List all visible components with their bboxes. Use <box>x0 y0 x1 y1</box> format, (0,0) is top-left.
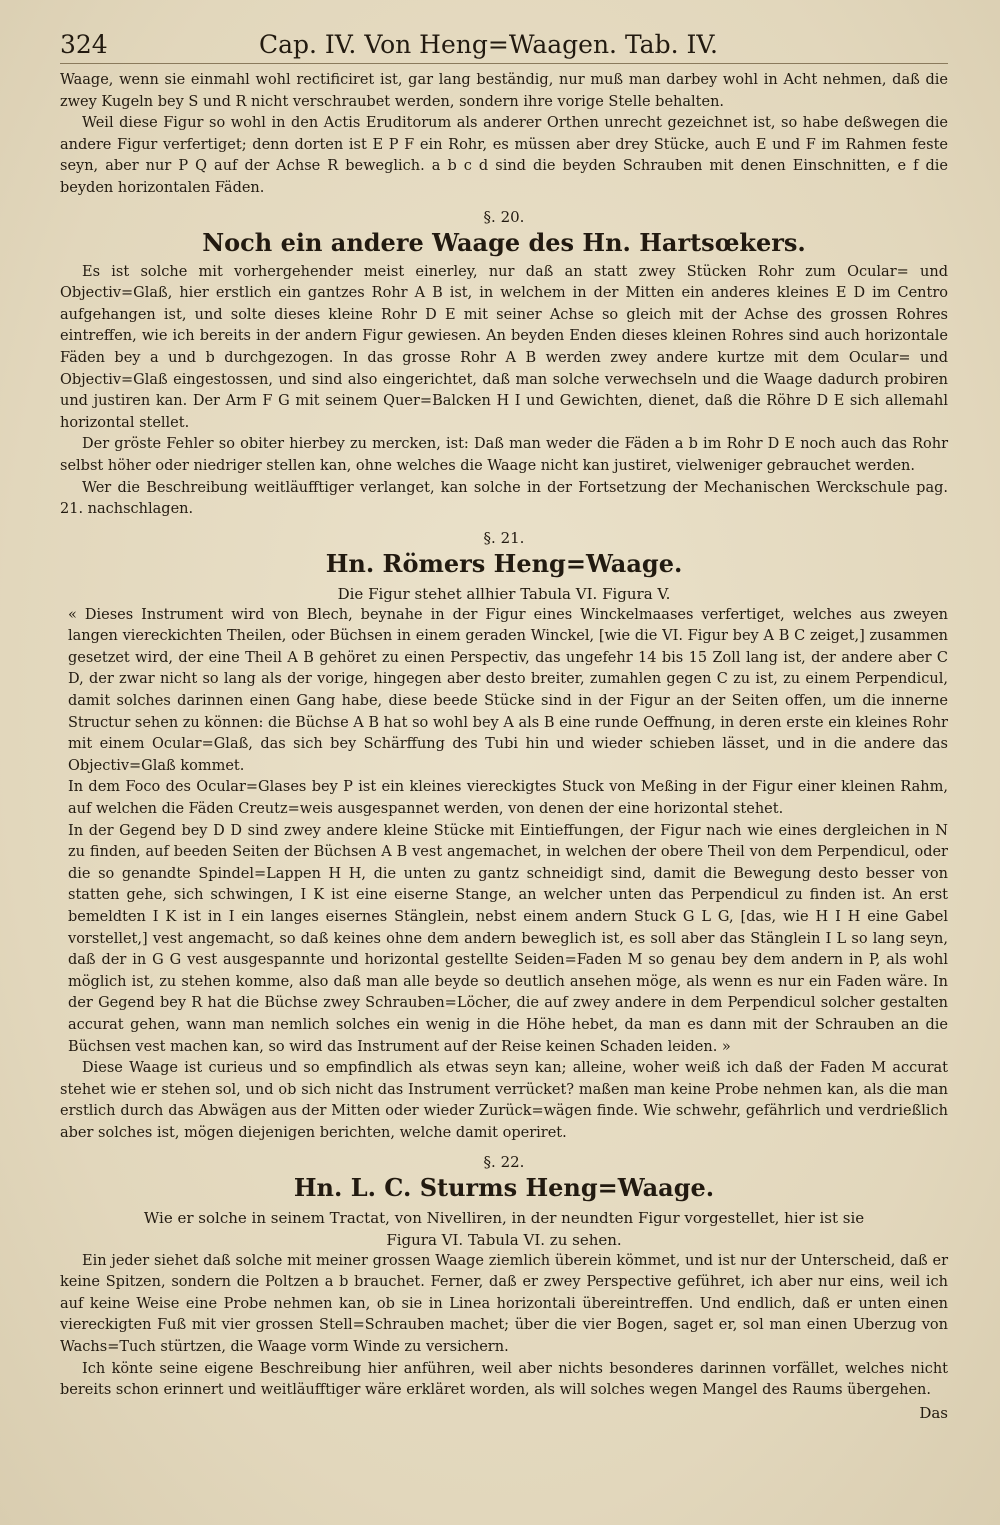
section-22-subtitle-line-2: Figura VI. Tabula VI. zu sehen. <box>386 1230 622 1249</box>
section-22-subtitle-line-1: Wie er solche in seinem Tractat, von Nivelliren, in der neundten Figur vorgestellet, hier ist sie <box>143 1208 865 1227</box>
section-20-paragraph-3: Wer die Beschreibung weitläufftiger verlanget, kan solche in der Fortsetzung der Mechanischen Werckschule pag. 21. nachschlagen. <box>60 479 948 518</box>
section-21-number: §. 21. <box>483 528 525 547</box>
section-20-paragraph-1: Es ist solche mit vorhergehender meist einerley, nur daß an statt zwey Stücken Rohr zum Ocular= und Objectiv=Glaß, hier erstlich ein gantzes Rohr A B ist, in welchem in der Mitten ein anderes kleines E D im Centro aufgehangen ist, und solte dieses kleine Rohr D E mit seiner Achse so gleich mit der Achse des grossen Rohres eintreffen, wie ich bereits in der andern Figur gewiesen. An beyden Enden dieses kleinen Rohres sind auch horizontale Fäden bey a und b durchgezogen. In das grosse Rohr A B werden zwey andere kurtze mit dem Ocular= und Objectiv=Glaß eingestossen, und sind also eingerichtet, daß man solche verwechseln und die Waage dadurch probiren und justiren kan. Der Arm F G mit seinem Quer=Balcken H I und Gewichten, dienet, daß die Röhre D E sich allemahl horizontal stellet. <box>60 263 948 431</box>
section-22-paragraph-1: Ein jeder siehet daß solche mit meiner grossen Waage ziemlich überein kömmet, und ist nur der Unterscheid, daß er keine Spitzen, sondern die Poltzen a b brauchet. Ferner, daß er zwey Perspective geführet, ich aber nur eins, weil ich auf keine Weise eine Probe nehmen kan, ob sie in Linea horizontali übereintreffen. Und endlich, daß er unten einen viereckigten Fuß mit vier grossen Stell=Schrauben machet; über die vier Bogen, saget er, sol man einen Uberzug von Wachs=Tuch stürtzen, die Waage vorm Winde zu versichern. <box>60 1252 948 1355</box>
section-20-number: §. 20. <box>483 207 525 226</box>
section-22-number: §. 22. <box>483 1152 525 1171</box>
section-21-subtitle: Die Figur stehet allhier Tabula VI. Figura V. <box>337 584 671 603</box>
section-22-paragraph-2: Ich könte seine eigene Beschreibung hier anführen, weil aber nichts besonderes darinnen vorfället, welches nicht bereits schon erinnert und weitläufftiger wäre erkläret worden, als will solches wegen Mangel des Raums übergehen. <box>60 1360 948 1399</box>
section-22-title: Hn. L. C. Sturms Heng=Waage. <box>293 1172 715 1202</box>
section-21-quotation <box>60 605 948 1058</box>
section-20-paragraph-2: Der gröste Fehler so obiter hierbey zu mercken, ist: Daß man weder die Fäden a b im Rohr D E noch auch das Rohr selbst höher oder niedriger stellen kan, ohne welches die Waage nicht kan justiret, vielweniger gebrauchet werden. <box>60 436 948 474</box>
page-header <box>60 30 948 64</box>
intro-paragraph-1: Waage, wenn sie einmahl wohl rectificiret ist, gar lang beständig, nur muß man darbey wohl in Acht nehmen, daß die zwey Kugeln bey S und R nicht verschraubet werden, sondern ihre vorige Stelle behalten. <box>60 72 948 110</box>
quotation-paragraph-3: In der Gegend bey D D sind zwey andere kleine Stücke mit Eintieffungen, der Figur nach wie eines dergleichen in N zu finden, auf beeden Seiten der Büchsen A B vest angemachet, in welchen der obere Theil von dem Perpendicul, oder die so genandte Spindel=Lappen H H, die unten zu gantz schneidigt sind, damit die Bewegung desto besser von statten gehe, sich schwingen, I K ist eine eiserne Stange, an welcher unten das Perpendicul zu finden ist. An erst bemeldten I K ist in I ein langes eisernes Stänglein, nebst einem andern Stuck G L G, [das, wie H I H eine Gabel vorstellet,] vest angemacht, so daß keines ohne dem andern beweglich ist, es soll aber das Stänglein I L so lang seyn, daß der in G G vest ausgespannte und horizontal gestellte Seiden=Faden M so genau bey dem andern in P, als wohl möglich ist, zu stehen komme, also daß man alle beyde so deutlich ansehen möge, als wenn es nur ein Faden wäre. In der Gegend bey R hat die Büchse zwey Schrauben=Löcher, die auf zwey andere in dem Perpendicul solcher gestalten accurat gehen, wann man nemlich solches ein wenig in die Höhe hebet, da man es dann mit der Schrauben an die Büchsen vest machen kan, so wird das Instrument auf der Reise keinen Schaden leiden. » <box>68 822 948 1055</box>
running-head: Cap. IV. Von Heng=Waagen. Tab. IV. <box>258 30 718 59</box>
section-20-title: Noch ein andere Waage des Hn. Hartsœkers. <box>202 227 806 257</box>
page-number: 324 <box>60 30 108 59</box>
section-21-commentary: Diese Waage ist curieus und so empfindlich als etwas seyn kan; alleine, woher weiß ich daß der Faden M accurat stehet wie er stehen sol, und ob sich nicht das Instrument verrücket? maßen man keine Probe nehmen kan, als die man erstlich durch das Abwägen aus der Mitten oder wieder Zurück=wägen finde. Wie schwehr, gefährlich und verdrießlich aber solches ist, mögen diejenigen berichten, welche damit operiret. <box>60 1060 948 1141</box>
quotation-paragraph-2: In dem Foco des Ocular=Glases bey P ist ein kleines viereckigtes Stuck von Meßing in der Figur einer kleinen Rahm, auf welchen die Fäden Creutz=weis ausgespannet werden, von denen der eine horizontal stehet. <box>68 779 948 818</box>
intro-paragraph-2: Weil diese Figur so wohl in den Actis Eruditorum als anderer Orthen unrecht gezeichnet ist, so habe deßwegen die andere Figur verfertiget; denn dorten ist E P F ein Rohr, es müssen aber drey Stücke, auch E und F im Rahmen feste seyn, aber nur P Q auf der Achse R beweglich. a b c d sind die beyden Schrauben mit denen Einschnitten, e f die beyden horizontalen Fäden. <box>60 115 948 196</box>
section-21-title: Hn. Römers Heng=Waage. <box>325 548 683 578</box>
quotation-paragraph-1: « Dieses Instrument wird von Blech, beynahe in der Figur eines Winckelmaases verfertiget, welches aus zweyen langen viereckichten Theilen, oder Büchsen in einem geraden Winckel, [wie die VI. Figur bey A B C zeiget,] zusammen gesetzet wird, der eine Theil A B gehöret zu einen Perspectiv, das ungefehr 14 bis 15 Zoll lang ist, der andere aber C D, der zwar nicht so lang als der vorige, hingegen aber desto breiter, zumahlen gegen C zu ist, zu einem Perpendicul, damit solches darinnen einen Gang habe, diese beede Stücke sind in der Figur an der Seiten offen, um die innerne Structur sehen zu können: die Büchse A B hat so wohl bey A als B eine runde Oeffnung, in deren erste ein kleines Rohr mit einem Ocular=Glaß, das sich bey Schärffung des Tubi hin und wieder schieben lässet, und in die andere das Objectiv=Glaß kommet. <box>68 606 948 774</box>
catchword: Das <box>919 1403 948 1422</box>
